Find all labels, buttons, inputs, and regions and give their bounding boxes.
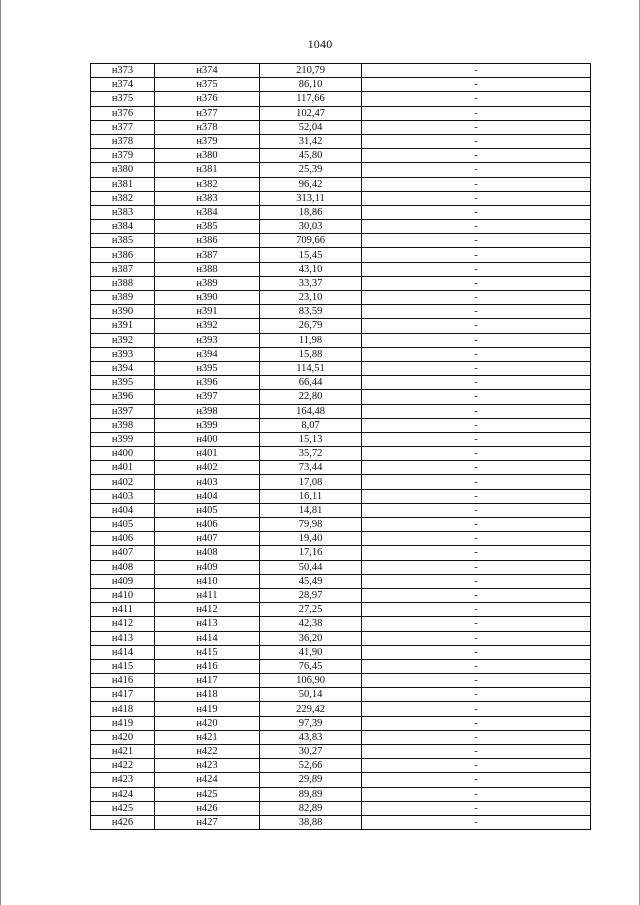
from-point-cell: н410 <box>91 588 155 602</box>
to-point-cell: н386 <box>155 234 260 248</box>
note-cell: - <box>362 546 591 560</box>
from-point-cell: н409 <box>91 574 155 588</box>
length-cell: 41,90 <box>260 645 362 659</box>
to-point-cell: н426 <box>155 801 260 815</box>
from-point-cell: н416 <box>91 674 155 688</box>
table-row <box>91 688 591 702</box>
to-point-cell: н390 <box>155 291 260 305</box>
length-cell: 102,47 <box>260 106 362 120</box>
from-point-cell: н400 <box>91 447 155 461</box>
from-point-cell: н424 <box>91 787 155 801</box>
length-cell: 25,39 <box>260 163 362 177</box>
length-cell: 52,66 <box>260 759 362 773</box>
from-point-cell: н398 <box>91 418 155 432</box>
note-cell: - <box>362 503 591 517</box>
from-point-cell: н397 <box>91 404 155 418</box>
note-cell: - <box>362 177 591 191</box>
length-cell: 26,79 <box>260 319 362 333</box>
table-row <box>91 532 591 546</box>
table-row <box>91 291 591 305</box>
to-point-cell: н387 <box>155 248 260 262</box>
from-point-cell: н417 <box>91 688 155 702</box>
length-cell: 19,40 <box>260 532 362 546</box>
note-cell: - <box>362 390 591 404</box>
table-row <box>91 702 591 716</box>
to-point-cell: н375 <box>155 78 260 92</box>
note-cell: - <box>362 532 591 546</box>
note-cell: - <box>362 702 591 716</box>
length-cell: 35,72 <box>260 447 362 461</box>
table-row <box>91 191 591 205</box>
to-point-cell: н415 <box>155 645 260 659</box>
note-cell: - <box>362 418 591 432</box>
from-point-cell: н422 <box>91 759 155 773</box>
from-point-cell: н376 <box>91 106 155 120</box>
from-point-cell: н401 <box>91 461 155 475</box>
table-row <box>91 319 591 333</box>
note-cell: - <box>362 574 591 588</box>
table-row <box>91 390 591 404</box>
to-point-cell: н423 <box>155 759 260 773</box>
length-cell: 28,97 <box>260 588 362 602</box>
table-row <box>91 773 591 787</box>
table-row <box>91 347 591 361</box>
note-cell: - <box>362 220 591 234</box>
table-row <box>91 787 591 801</box>
length-cell: 16,11 <box>260 489 362 503</box>
from-point-cell: н395 <box>91 376 155 390</box>
from-point-cell: н396 <box>91 390 155 404</box>
table-row <box>91 78 591 92</box>
to-point-cell: н411 <box>155 588 260 602</box>
from-point-cell: н411 <box>91 603 155 617</box>
to-point-cell: н418 <box>155 688 260 702</box>
note-cell: - <box>362 291 591 305</box>
from-point-cell: н389 <box>91 291 155 305</box>
from-point-cell: н402 <box>91 475 155 489</box>
table-row <box>91 333 591 347</box>
note-cell: - <box>362 347 591 361</box>
length-cell: 117,66 <box>260 92 362 106</box>
table-row <box>91 134 591 148</box>
to-point-cell: н422 <box>155 745 260 759</box>
note-cell: - <box>362 149 591 163</box>
from-point-cell: н413 <box>91 631 155 645</box>
table-row <box>91 205 591 219</box>
to-point-cell: н394 <box>155 347 260 361</box>
page-border-left <box>0 0 1 905</box>
table-row <box>91 92 591 106</box>
to-point-cell: н383 <box>155 191 260 205</box>
length-cell: 52,04 <box>260 120 362 134</box>
length-cell: 76,45 <box>260 659 362 673</box>
to-point-cell: н412 <box>155 603 260 617</box>
note-cell: - <box>362 674 591 688</box>
from-point-cell: н385 <box>91 234 155 248</box>
table-body <box>91 64 591 830</box>
length-cell: 22,80 <box>260 390 362 404</box>
note-cell: - <box>362 773 591 787</box>
length-cell: 164,48 <box>260 404 362 418</box>
from-point-cell: н391 <box>91 319 155 333</box>
to-point-cell: н388 <box>155 262 260 276</box>
note-cell: - <box>362 730 591 744</box>
table-row <box>91 163 591 177</box>
note-cell: - <box>362 801 591 815</box>
from-point-cell: н425 <box>91 801 155 815</box>
from-point-cell: н387 <box>91 262 155 276</box>
from-point-cell: н375 <box>91 92 155 106</box>
to-point-cell: н395 <box>155 361 260 375</box>
from-point-cell: н384 <box>91 220 155 234</box>
note-cell: - <box>362 262 591 276</box>
length-cell: 38,88 <box>260 815 362 829</box>
length-cell: 23,10 <box>260 291 362 305</box>
to-point-cell: н377 <box>155 106 260 120</box>
to-point-cell: н398 <box>155 404 260 418</box>
length-cell: 106,90 <box>260 674 362 688</box>
table-row <box>91 730 591 744</box>
to-point-cell: н419 <box>155 702 260 716</box>
length-cell: 11,98 <box>260 333 362 347</box>
length-cell: 31,42 <box>260 134 362 148</box>
length-cell: 15,13 <box>260 432 362 446</box>
note-cell: - <box>362 205 591 219</box>
to-point-cell: н413 <box>155 617 260 631</box>
to-point-cell: н405 <box>155 503 260 517</box>
to-point-cell: н399 <box>155 418 260 432</box>
from-point-cell: н403 <box>91 489 155 503</box>
table-row <box>91 376 591 390</box>
from-point-cell: н379 <box>91 149 155 163</box>
table-row <box>91 276 591 290</box>
length-cell: 86,10 <box>260 78 362 92</box>
from-point-cell: н390 <box>91 305 155 319</box>
length-cell: 33,37 <box>260 276 362 290</box>
note-cell: - <box>362 376 591 390</box>
length-cell: 229,42 <box>260 702 362 716</box>
length-cell: 8,07 <box>260 418 362 432</box>
table-row <box>91 305 591 319</box>
length-cell: 27,25 <box>260 603 362 617</box>
from-point-cell: н404 <box>91 503 155 517</box>
table-row <box>91 617 591 631</box>
to-point-cell: н403 <box>155 475 260 489</box>
to-point-cell: н406 <box>155 518 260 532</box>
table-row <box>91 759 591 773</box>
table-row <box>91 149 591 163</box>
note-cell: - <box>362 92 591 106</box>
length-cell: 73,44 <box>260 461 362 475</box>
to-point-cell: н396 <box>155 376 260 390</box>
to-point-cell: н408 <box>155 546 260 560</box>
note-cell: - <box>362 64 591 78</box>
table-row <box>91 659 591 673</box>
note-cell: - <box>362 432 591 446</box>
to-point-cell: н409 <box>155 560 260 574</box>
from-point-cell: н414 <box>91 645 155 659</box>
from-point-cell: н423 <box>91 773 155 787</box>
data-table <box>90 63 591 830</box>
length-cell: 43,10 <box>260 262 362 276</box>
note-cell: - <box>362 617 591 631</box>
table-row <box>91 461 591 475</box>
table-row <box>91 234 591 248</box>
from-point-cell: н420 <box>91 730 155 744</box>
note-cell: - <box>362 759 591 773</box>
length-cell: 14,81 <box>260 503 362 517</box>
note-cell: - <box>362 688 591 702</box>
to-point-cell: н420 <box>155 716 260 730</box>
to-point-cell: н391 <box>155 305 260 319</box>
table-row <box>91 177 591 191</box>
from-point-cell: н406 <box>91 532 155 546</box>
from-point-cell: н407 <box>91 546 155 560</box>
note-cell: - <box>362 163 591 177</box>
note-cell: - <box>362 659 591 673</box>
table-row <box>91 248 591 262</box>
table-row <box>91 801 591 815</box>
note-cell: - <box>362 787 591 801</box>
length-cell: 82,89 <box>260 801 362 815</box>
from-point-cell: н378 <box>91 134 155 148</box>
to-point-cell: н385 <box>155 220 260 234</box>
length-cell: 114,51 <box>260 361 362 375</box>
note-cell: - <box>362 276 591 290</box>
from-point-cell: н373 <box>91 64 155 78</box>
length-cell: 79,98 <box>260 518 362 532</box>
table-row <box>91 447 591 461</box>
note-cell: - <box>362 645 591 659</box>
to-point-cell: н389 <box>155 276 260 290</box>
table-row <box>91 361 591 375</box>
table-row <box>91 560 591 574</box>
to-point-cell: н384 <box>155 205 260 219</box>
to-point-cell: н378 <box>155 120 260 134</box>
note-cell: - <box>362 631 591 645</box>
note-cell: - <box>362 234 591 248</box>
to-point-cell: н376 <box>155 92 260 106</box>
to-point-cell: н381 <box>155 163 260 177</box>
length-cell: 50,14 <box>260 688 362 702</box>
table-row <box>91 262 591 276</box>
from-point-cell: н418 <box>91 702 155 716</box>
note-cell: - <box>362 361 591 375</box>
from-point-cell: н412 <box>91 617 155 631</box>
table-row <box>91 418 591 432</box>
length-cell: 30,03 <box>260 220 362 234</box>
note-cell: - <box>362 447 591 461</box>
from-point-cell: н394 <box>91 361 155 375</box>
to-point-cell: н400 <box>155 432 260 446</box>
length-cell: 43,83 <box>260 730 362 744</box>
note-cell: - <box>362 489 591 503</box>
note-cell: - <box>362 461 591 475</box>
to-point-cell: н382 <box>155 177 260 191</box>
note-cell: - <box>362 191 591 205</box>
table-row <box>91 745 591 759</box>
note-cell: - <box>362 518 591 532</box>
to-point-cell: н421 <box>155 730 260 744</box>
note-cell: - <box>362 560 591 574</box>
length-cell: 18,86 <box>260 205 362 219</box>
from-point-cell: н377 <box>91 120 155 134</box>
to-point-cell: н392 <box>155 319 260 333</box>
table-row <box>91 220 591 234</box>
from-point-cell: н381 <box>91 177 155 191</box>
from-point-cell: н383 <box>91 205 155 219</box>
table-row <box>91 475 591 489</box>
length-cell: 96,42 <box>260 177 362 191</box>
length-cell: 30,27 <box>260 745 362 759</box>
table-row <box>91 546 591 560</box>
note-cell: - <box>362 120 591 134</box>
length-cell: 42,38 <box>260 617 362 631</box>
from-point-cell: н392 <box>91 333 155 347</box>
table-row <box>91 603 591 617</box>
to-point-cell: н407 <box>155 532 260 546</box>
note-cell: - <box>362 305 591 319</box>
from-point-cell: н393 <box>91 347 155 361</box>
length-cell: 210,79 <box>260 64 362 78</box>
to-point-cell: н414 <box>155 631 260 645</box>
length-cell: 17,16 <box>260 546 362 560</box>
to-point-cell: н427 <box>155 815 260 829</box>
note-cell: - <box>362 333 591 347</box>
to-point-cell: н380 <box>155 149 260 163</box>
length-cell: 66,44 <box>260 376 362 390</box>
length-cell: 15,88 <box>260 347 362 361</box>
table-row <box>91 588 591 602</box>
table-row <box>91 716 591 730</box>
table-row <box>91 674 591 688</box>
to-point-cell: н417 <box>155 674 260 688</box>
page-number: 1040 <box>307 37 333 51</box>
note-cell: - <box>362 745 591 759</box>
from-point-cell: н386 <box>91 248 155 262</box>
note-cell: - <box>362 603 591 617</box>
length-cell: 17,08 <box>260 475 362 489</box>
length-cell: 83,59 <box>260 305 362 319</box>
from-point-cell: н415 <box>91 659 155 673</box>
table-row <box>91 645 591 659</box>
note-cell: - <box>362 134 591 148</box>
to-point-cell: н374 <box>155 64 260 78</box>
length-cell: 45,80 <box>260 149 362 163</box>
to-point-cell: н425 <box>155 787 260 801</box>
from-point-cell: н421 <box>91 745 155 759</box>
table-row <box>91 489 591 503</box>
length-cell: 97,39 <box>260 716 362 730</box>
to-point-cell: н424 <box>155 773 260 787</box>
table-row <box>91 432 591 446</box>
from-point-cell: н399 <box>91 432 155 446</box>
table-row <box>91 574 591 588</box>
from-point-cell: н426 <box>91 815 155 829</box>
from-point-cell: н374 <box>91 78 155 92</box>
table-row <box>91 631 591 645</box>
from-point-cell: н419 <box>91 716 155 730</box>
table-row <box>91 815 591 829</box>
to-point-cell: н410 <box>155 574 260 588</box>
from-point-cell: н380 <box>91 163 155 177</box>
length-cell: 89,89 <box>260 787 362 801</box>
note-cell: - <box>362 475 591 489</box>
length-cell: 29,89 <box>260 773 362 787</box>
to-point-cell: н404 <box>155 489 260 503</box>
table-row <box>91 503 591 517</box>
from-point-cell: н405 <box>91 518 155 532</box>
note-cell: - <box>362 319 591 333</box>
note-cell: - <box>362 588 591 602</box>
length-cell: 709,66 <box>260 234 362 248</box>
note-cell: - <box>362 248 591 262</box>
table-row <box>91 120 591 134</box>
length-cell: 50,44 <box>260 560 362 574</box>
note-cell: - <box>362 815 591 829</box>
from-point-cell: н408 <box>91 560 155 574</box>
note-cell: - <box>362 716 591 730</box>
length-cell: 36,20 <box>260 631 362 645</box>
length-cell: 15,45 <box>260 248 362 262</box>
from-point-cell: н382 <box>91 191 155 205</box>
table-row <box>91 518 591 532</box>
to-point-cell: н379 <box>155 134 260 148</box>
note-cell: - <box>362 78 591 92</box>
length-cell: 313,11 <box>260 191 362 205</box>
table-row <box>91 404 591 418</box>
to-point-cell: н397 <box>155 390 260 404</box>
table-row <box>91 106 591 120</box>
from-point-cell: н388 <box>91 276 155 290</box>
table-row <box>91 64 591 78</box>
note-cell: - <box>362 106 591 120</box>
to-point-cell: н416 <box>155 659 260 673</box>
to-point-cell: н393 <box>155 333 260 347</box>
length-cell: 45,49 <box>260 574 362 588</box>
to-point-cell: н402 <box>155 461 260 475</box>
to-point-cell: н401 <box>155 447 260 461</box>
note-cell: - <box>362 404 591 418</box>
